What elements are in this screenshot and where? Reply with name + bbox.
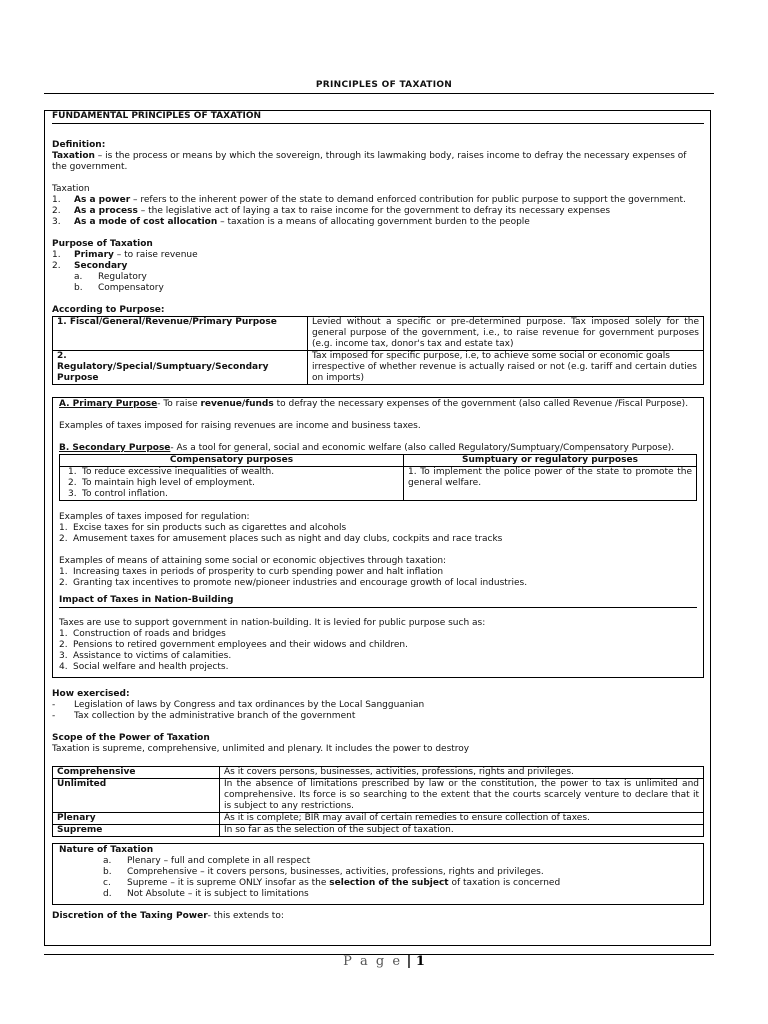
page-title: PRINCIPLES OF TAXATION <box>315 80 453 90</box>
table-row <box>53 825 704 837</box>
purpose-label: Purpose of Taxation <box>52 239 153 249</box>
impact-heading: Impact of Taxes in Nation-Building <box>59 595 697 608</box>
table-row <box>60 455 697 467</box>
table-row <box>53 351 704 385</box>
table-cell: Unlimited <box>53 779 220 813</box>
taxation-label: Taxation <box>52 184 90 194</box>
list-item: 2. As a process – the legislative act of laying a tax to raise income for the government to defray its necessary expenses <box>52 206 611 216</box>
table-cell: As it is complete; BIR may avail of certain remedies to ensure collection of taxes. <box>220 813 704 825</box>
list-item: 2. Amusement taxes for amusement places such as night and day clubs, cockpits and race tracks <box>59 534 503 544</box>
purpose-box <box>52 397 704 678</box>
list-item: a. Plenary – full and complete in all respect <box>103 856 311 866</box>
table-cell: In the absence of limitations prescribed by law or the constitution, the power to tax is unlimited and comprehensive. Its force is so searching to the extent that the courts scarcely venture to declare that it is subject to any restrictions. <box>220 779 704 813</box>
list-item: 2. Granting tax incentives to promote new/pioneer industries and encourage growth of local industries. <box>59 578 528 588</box>
regulation-label: Examples of taxes imposed for regulation: <box>59 512 250 522</box>
definition-label: Definition: <box>52 140 106 150</box>
table-header: Compensatory purposes <box>60 455 404 467</box>
list-item: 4. Social welfare and health projects. <box>59 662 229 672</box>
list-item: 3. Assistance to victims of calamities. <box>59 651 232 661</box>
document-body <box>52 111 704 922</box>
scope-table <box>52 766 704 837</box>
list-item: c. Supreme – it is supreme ONLY insofar as the selection of the subject of taxation is concerned <box>103 878 561 888</box>
table-row <box>53 767 704 779</box>
table-row <box>60 467 697 501</box>
table-header: Sumptuary or regulatory purposes <box>404 455 697 467</box>
discretion-text: Discretion of the Taxing Power- this extends to: <box>52 911 284 921</box>
page-number: 1 <box>415 954 425 969</box>
list-item: 1. As a power – refers to the inherent power of the state to demand enforced contribution for public purpose to support the government. <box>52 195 686 205</box>
table-cell: As it covers persons, businesses, activities, professions, rights and privileges. <box>220 767 704 779</box>
table-row <box>53 779 704 813</box>
primary-purpose: A. Primary Purpose- To raise revenue/funds to defray the necessary expenses of the government (also called Revenue /Fiscal Purpose). <box>59 399 689 409</box>
definition-text: Taxation – is the process or means by which the sovereign, through its lawmaking body, raises income to defray the necessary expenses of the government. <box>52 151 687 172</box>
table-cell: 1. To reduce excessive inequalities of wealth. 2. To maintain high level of employment. 3. To control inflation. <box>60 467 404 501</box>
purpose-table <box>52 316 704 385</box>
impact-intro: Taxes are use to support government in nation-building. It is levied for public purpose such as: <box>59 618 486 628</box>
list-item: 1. Construction of roads and bridges <box>59 629 226 639</box>
table-cell: 2. Regulatory/Special/Sumptuary/Secondary Purpose <box>53 351 308 385</box>
table-row <box>53 317 704 351</box>
page-footer: P a g e | 1 <box>343 954 425 969</box>
scope-label: Scope of the Power of Taxation <box>52 733 210 743</box>
list-item: 2. Pensions to retired government employees and their widows and children. <box>59 640 408 650</box>
table-cell: In so far as the selection of the subject of taxation. <box>220 825 704 837</box>
taxation-list <box>52 195 704 228</box>
list-item: - Legislation of laws by Congress and tax ordinances by the Local Sangguanian <box>52 700 425 710</box>
list-item: 2. Secondary <box>52 261 128 271</box>
table-cell: Levied without a specific or pre-determined purpose. Tax imposed solely for the general purpose of the government, i.e., to raise revenue for government purposes (e.g. income tax, donor's tax and estate tax) <box>308 317 704 351</box>
scope-text: Taxation is supreme, comprehensive, unlimited and plenary. It includes the power to destroy <box>52 744 470 754</box>
nature-label: Nature of Taxation <box>59 845 154 855</box>
table-cell: Supreme <box>53 825 220 837</box>
list-item: 1. Primary – to raise revenue <box>52 250 198 260</box>
title-rule <box>44 93 714 94</box>
list-item: b. Comprehensive – it covers persons, businesses, activities, professions, rights and privileges. <box>103 867 544 877</box>
compensatory-table <box>59 454 697 501</box>
table-cell: Plenary <box>53 813 220 825</box>
nature-box <box>52 843 704 905</box>
list-item: - Tax collection by the administrative branch of the government <box>52 711 356 721</box>
exercised-label: How exercised: <box>52 689 130 699</box>
table-cell: Tax imposed for specific purpose, i.e, to achieve some social or economic goals irrespective of whether revenue is actually raised or not (e.g. tariff and certain duties on imports) <box>308 351 704 385</box>
secondary-purpose: B. Secondary Purpose- As a tool for general, social and economic welfare (also called Regulatory/Sumptuary/Compensatory Purpose). <box>59 443 675 453</box>
examples-revenue: Examples of taxes imposed for raising revenues are income and business taxes. <box>59 421 421 431</box>
list-item: 1. Increasing taxes in periods of prosperity to curb spending power and halt inflation <box>59 567 444 577</box>
list-item: 1. Excise taxes for sin products such as cigarettes and alcohols <box>59 523 347 533</box>
list-item: b. Compensatory <box>74 283 164 293</box>
table-cell: Comprehensive <box>53 767 220 779</box>
list-item: 3. As a mode of cost allocation – taxation is a means of allocating government burden to the people <box>52 217 530 227</box>
table-cell: 1. To implement the police power of the state to promote the general welfare. <box>404 467 697 501</box>
list-item: a. Regulatory <box>74 272 147 282</box>
section-heading: FUNDAMENTAL PRINCIPLES OF TAXATION <box>52 111 704 124</box>
list-item: d. Not Absolute – it is subject to limitations <box>103 889 309 899</box>
means-label: Examples of means of attaining some social or economic objectives through taxation: <box>59 556 447 566</box>
table-row <box>53 813 704 825</box>
according-label: According to Purpose: <box>52 305 165 315</box>
table-cell: 1. Fiscal/General/Revenue/Primary Purpose <box>53 317 308 351</box>
